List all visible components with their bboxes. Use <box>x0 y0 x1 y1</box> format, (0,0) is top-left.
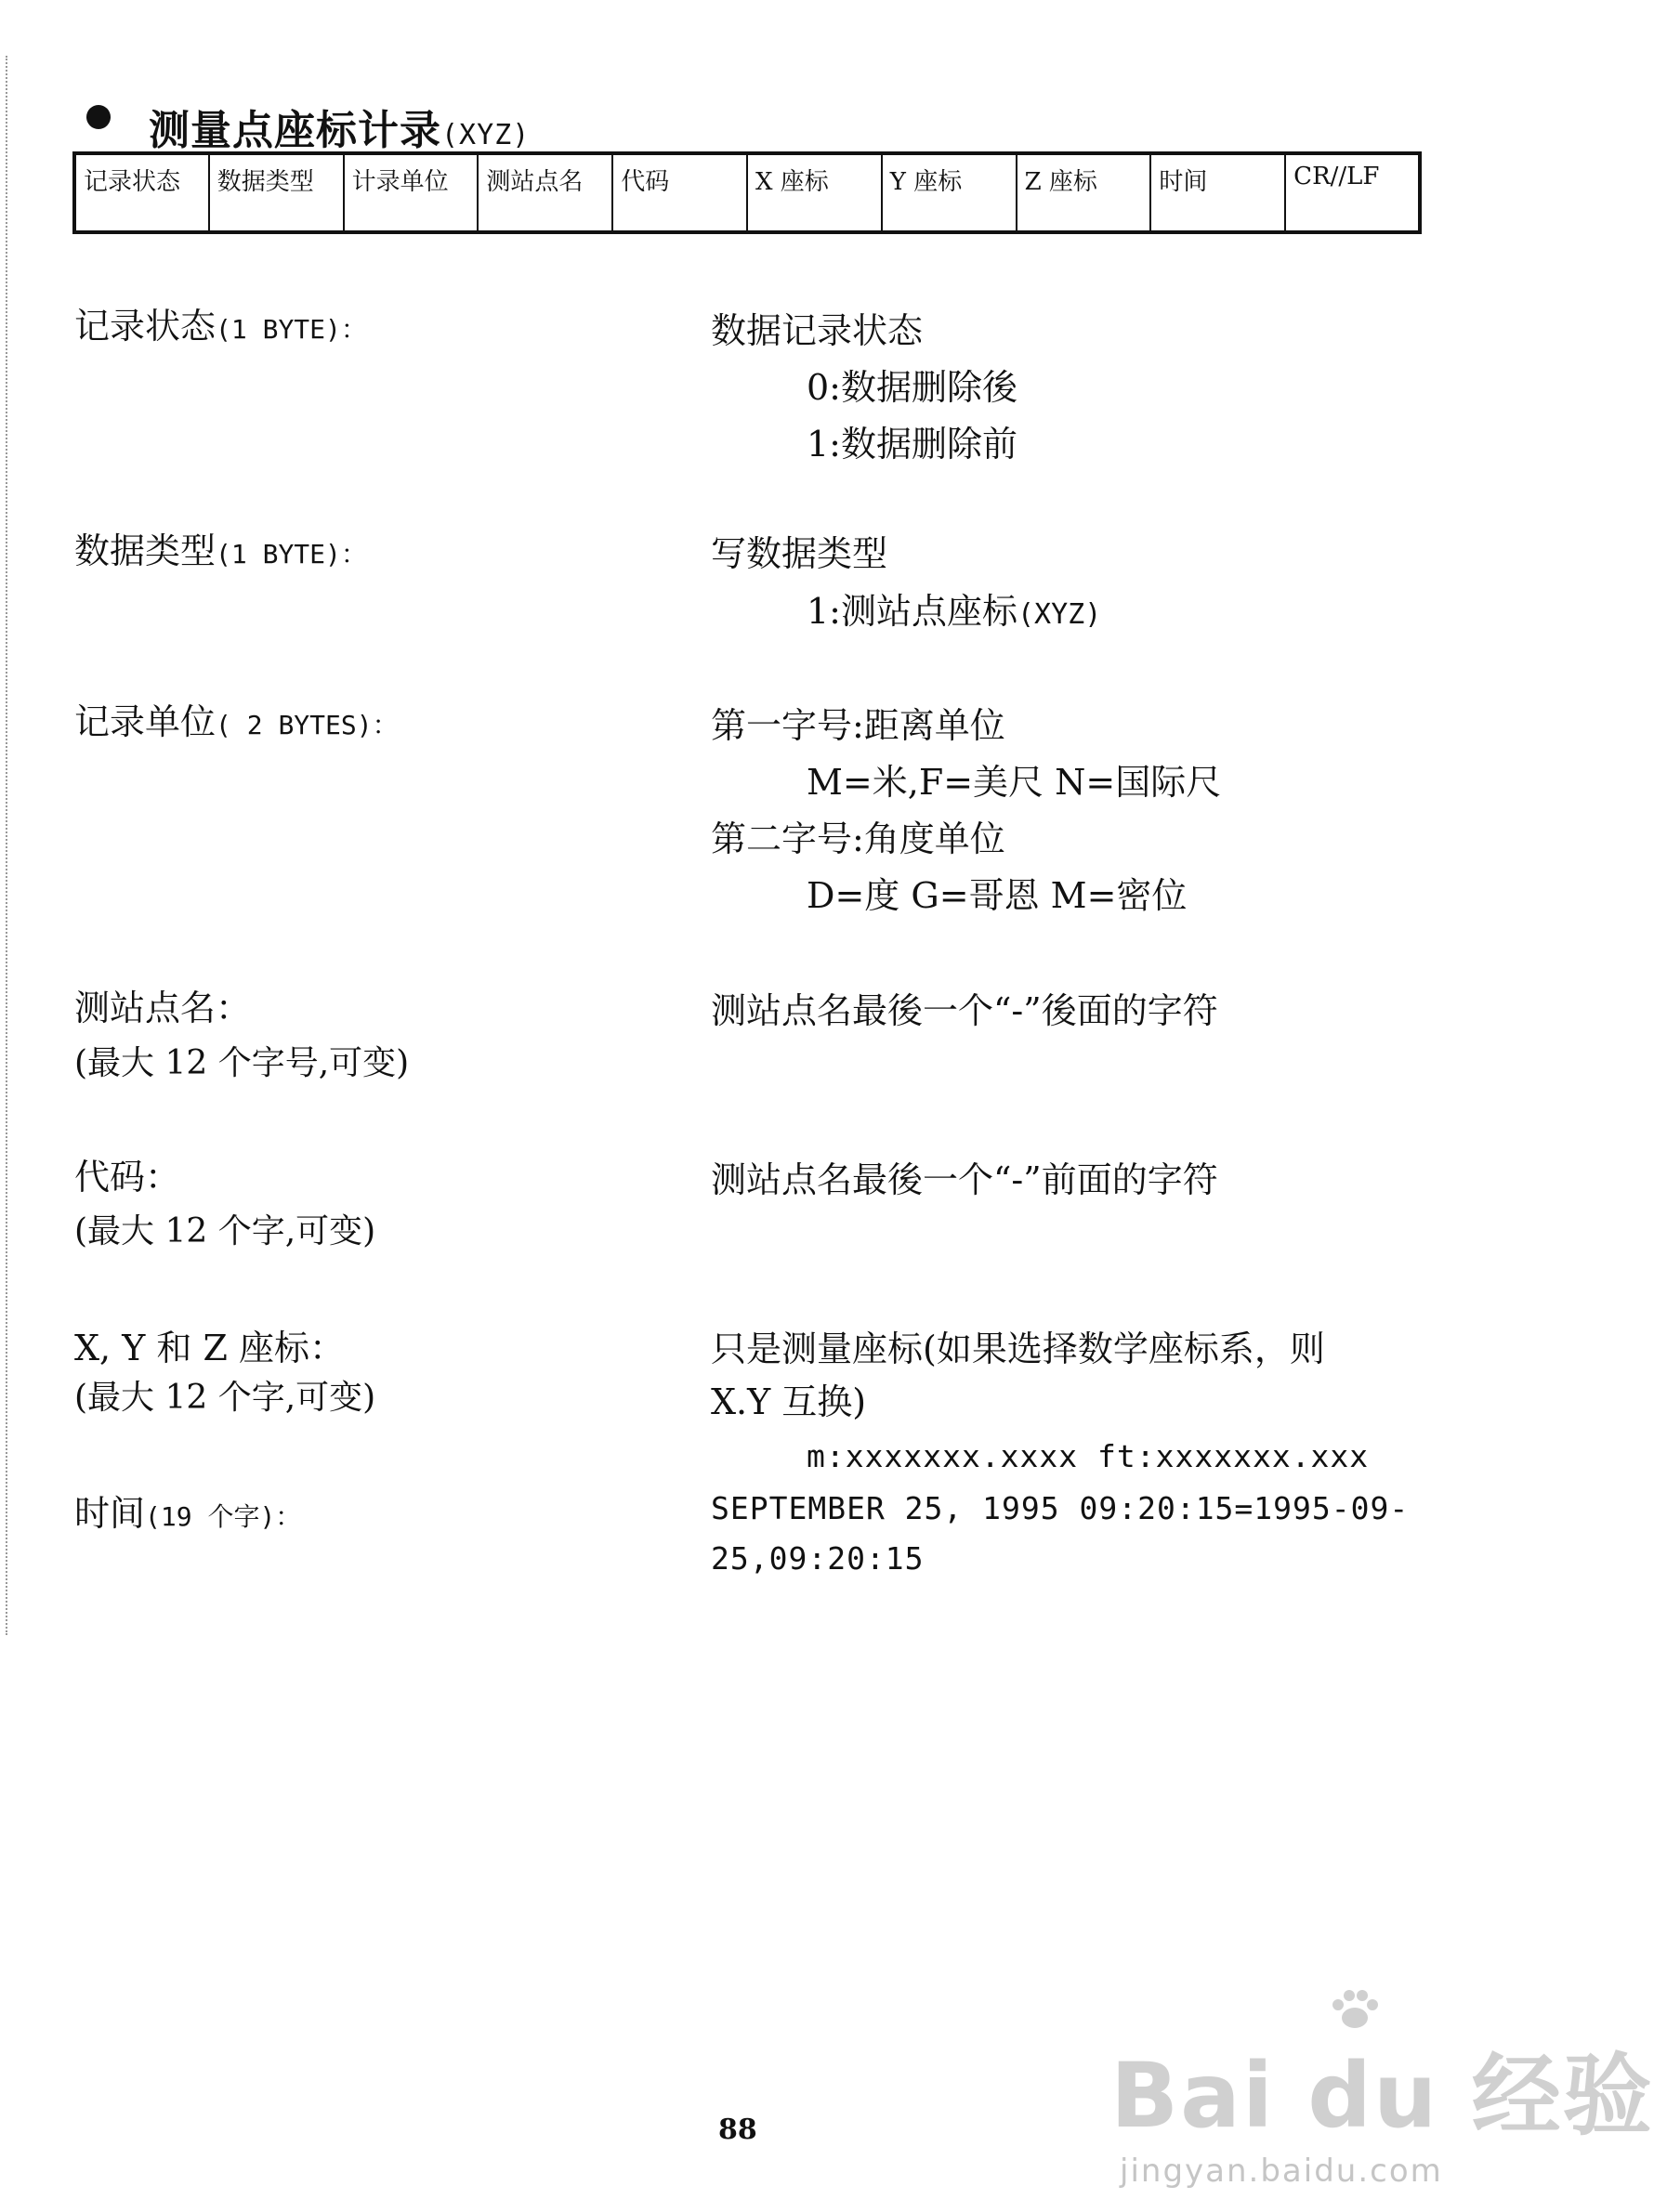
unit-size: ( 2 BYTES)： <box>216 710 399 740</box>
record-cell-crlf: CR//LF <box>1285 153 1420 232</box>
type-option-1 <box>807 582 1101 634</box>
record-cell-station: 测站点名 <box>478 153 612 232</box>
code-note: (最大 12 个字,可变) <box>74 1212 376 1250</box>
type-label-text: 数据类型 <box>74 530 217 571</box>
watermark <box>1110 2025 1654 2190</box>
record-cell-z: Z 座标 <box>1017 153 1151 232</box>
time-example-line2: 25,09:20:15 <box>711 1540 925 1577</box>
record-cell-code: 代码 <box>612 153 747 232</box>
record-layout-table <box>72 151 1422 234</box>
station-label: 测站点名： <box>74 988 252 1028</box>
record-cell-x: X 座标 <box>747 153 882 232</box>
page-number: 88 <box>718 2114 757 2146</box>
status-desc: 数据记录状态 <box>711 310 924 351</box>
status-option-1: 1:数据删除前 <box>807 424 1017 465</box>
xyz-desc-line2: X.Y 互换) <box>711 1381 867 1422</box>
record-cell-y: Y 座标 <box>882 153 1017 232</box>
unit-first: 第一字号:距离单位 <box>711 705 1005 746</box>
record-cell-time: 时间 <box>1150 153 1285 232</box>
type-option-1-code: (XYZ) <box>1017 598 1102 631</box>
unit-second-options: D=度 G=哥恩 M=密位 <box>807 875 1188 916</box>
unit-second: 第二字号:角度单位 <box>711 818 1005 859</box>
record-layout-row <box>74 153 1420 232</box>
record-cell-status: 记录状态 <box>74 153 209 232</box>
unit-label-text: 记录单位 <box>74 701 217 742</box>
type-size: (1 BYTE)： <box>216 539 367 569</box>
xyz-format: m:xxxxxxx.xxxx ft:xxxxxxx.xxx <box>807 1438 1370 1474</box>
time-example-line1: SEPTEMBER 25, 1995 09:20:15=1995-09- <box>711 1490 1410 1526</box>
time-size: (19 个字)： <box>145 1501 302 1532</box>
time-label-text: 时间 <box>74 1493 146 1534</box>
section-title-code: (XYZ) <box>441 119 531 151</box>
status-size: (1 BYTE)： <box>216 314 367 345</box>
code-label: 代码： <box>74 1157 181 1198</box>
section-title <box>149 97 530 156</box>
binding-margin-marks <box>6 56 11 1635</box>
station-desc: 测站点名最後一个“-”後面的字符 <box>711 990 1218 1031</box>
type-label <box>74 522 367 573</box>
time-label <box>74 1485 301 1536</box>
bullet-icon <box>86 105 111 129</box>
status-label <box>74 297 367 348</box>
section-title-text: 测量点座标计录 <box>149 107 441 154</box>
xyz-desc-line1: 只是测量座标(如果选择数学座标系，则 <box>711 1329 1325 1369</box>
watermark-url: jingyan.baidu.com <box>1120 2153 1443 2190</box>
paw-icon <box>1329 1986 1381 2033</box>
code-desc: 测站点名最後一个“-”前面的字符 <box>711 1159 1218 1200</box>
station-note: (最大 12 个字号,可变) <box>74 1044 410 1082</box>
xyz-label: X, Y 和 Z 座标： <box>74 1328 345 1368</box>
type-desc: 写数据类型 <box>711 533 888 574</box>
status-option-0: 0:数据删除後 <box>807 367 1017 408</box>
unit-first-options: M=米,F=美尺 N=国际尺 <box>807 762 1222 803</box>
unit-label <box>74 693 399 744</box>
record-cell-unit: 计录单位 <box>344 153 479 232</box>
record-cell-type: 数据类型 <box>209 153 344 232</box>
type-option-1-text: 1:测站点座标 <box>807 591 1017 632</box>
watermark-brand: Bai du 经验 <box>1110 2044 1654 2148</box>
status-label-text: 记录状态 <box>74 306 217 347</box>
xyz-note: (最大 12 个字,可变) <box>74 1379 376 1417</box>
